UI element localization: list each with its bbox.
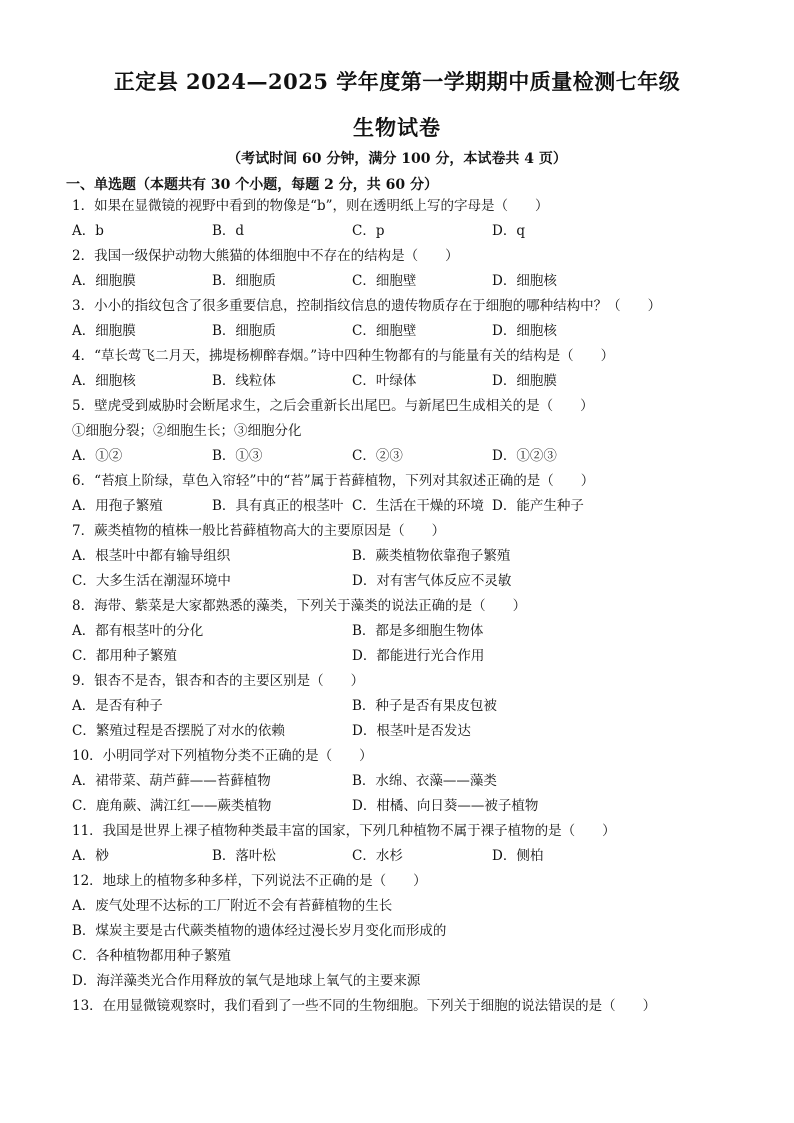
section-heading: 一、单选题（本题共有 30 个小题，每题 2 分，共 60 分） xyxy=(66,177,438,193)
option-c: C．水杉 xyxy=(352,848,403,864)
option-a: A．b xyxy=(72,223,104,239)
option-b: B．种子是否有果皮包被 xyxy=(352,698,497,714)
option-b: B．细胞质 xyxy=(212,273,276,289)
option-a: A．用孢子繁殖 xyxy=(72,498,163,514)
option-d: D．柑橘、向日葵——被子植物 xyxy=(352,798,539,814)
question-stem: 1．如果在显微镜的视野中看到的物像是“b”，则在透明纸上写的字母是（ ） xyxy=(72,198,549,214)
option-a: A．废气处理不达标的工厂附近不会有苔藓植物的生长 xyxy=(72,898,393,914)
subject-title: 生物试卷 xyxy=(353,115,441,140)
option-c: C．各种植物都用种子繁殖 xyxy=(72,948,231,964)
option-b: B．具有真正的根茎叶 xyxy=(212,498,344,514)
question-stem: 7．蕨类植物的植株一般比苔藓植物高大的主要原因是（ ） xyxy=(72,523,446,539)
option-c: C．叶绿体 xyxy=(352,373,417,389)
option-d: D．q xyxy=(492,223,525,239)
option-a: A．裙带菜、葫芦藓——苔藓植物 xyxy=(72,773,271,789)
option-d: D．侧柏 xyxy=(492,848,544,864)
option-d: D．①②③ xyxy=(492,448,557,464)
option-c: C．生活在干燥的环境 xyxy=(352,498,484,514)
option-c: C．p xyxy=(352,223,385,239)
option-d: D．细胞核 xyxy=(492,273,557,289)
option-c: C．细胞壁 xyxy=(352,323,417,339)
option-b: B．蕨类植物依靠孢子繁殖 xyxy=(352,548,511,564)
question-stem: 6．“苔痕上阶绿，草色入帘轻”中的“苔”属于苔藓植物，下列对其叙述正确的是（ ） xyxy=(72,473,595,489)
option-b: B．线粒体 xyxy=(212,373,276,389)
option-d: D．细胞核 xyxy=(492,323,557,339)
option-a: A．都有根茎叶的分化 xyxy=(72,623,204,639)
question-stem: 10．小明同学对下列植物分类不正确的是（ ） xyxy=(72,748,373,764)
question-stem: 8．海带、紫菜是大家都熟悉的藻类，下列关于藻类的说法正确的是（ ） xyxy=(72,598,527,614)
option-b: B．①③ xyxy=(212,448,263,464)
exam-note: （考试时间 60 分钟，满分 100 分，本试卷共 4 页） xyxy=(227,151,567,167)
option-a: A．根茎叶中都有输导组织 xyxy=(72,548,231,564)
question-stem: 2．我国一级保护动物大熊猫的体细胞中不存在的结构是（ ） xyxy=(72,248,459,264)
option-d: D．细胞膜 xyxy=(492,373,557,389)
option-d: D．根茎叶是否发达 xyxy=(352,723,471,739)
option-a: A．细胞核 xyxy=(72,373,136,389)
option-a: A．细胞膜 xyxy=(72,323,136,339)
option-c: C．细胞壁 xyxy=(352,273,417,289)
question-extra: ①细胞分裂；②细胞生长；③细胞分化 xyxy=(72,423,302,439)
option-b: B．落叶松 xyxy=(212,848,276,864)
exam-title: 正定县 2024—2025 学年度第一学期期中质量检测七年级 xyxy=(113,69,681,94)
option-b: B．d xyxy=(212,223,245,239)
option-b: B．都是多细胞生物体 xyxy=(352,623,484,639)
option-c: C．②③ xyxy=(352,448,403,464)
option-d: D．都能进行光合作用 xyxy=(352,648,485,664)
option-b: B．煤炭主要是古代蕨类植物的遗体经过漫长岁月变化而形成的 xyxy=(72,923,447,939)
question-stem: 9．银杏不是杏，银杏和杏的主要区别是（ ） xyxy=(72,673,365,689)
question-stem: 3．小小的指纹包含了很多重要信息，控制指纹信息的遗传物质存在于细胞的哪种结构中？（ ） xyxy=(72,298,662,314)
option-a: A．桫 xyxy=(72,848,109,864)
option-b: B．细胞质 xyxy=(212,323,276,339)
option-d: D．海洋藻类光合作用释放的氧气是地球上氧气的主要来源 xyxy=(72,973,421,989)
option-c: C．繁殖过程是否摆脱了对水的依赖 xyxy=(72,723,285,739)
option-d: D．对有害气体反应不灵敏 xyxy=(352,573,512,589)
option-a: A．是否有种子 xyxy=(72,698,163,714)
option-b: B．水绵、衣藻——藻类 xyxy=(352,773,497,789)
option-c: C．鹿角蕨、满江红——蕨类植物 xyxy=(72,798,272,814)
option-c: C．大多生活在潮湿环境中 xyxy=(72,573,231,589)
question-stem: 11．我国是世界上裸子植物种类最丰富的国家，下列几种植物不属于裸子植物的是（ ） xyxy=(72,823,616,839)
question-stem: 12．地球上的植物多种多样，下列说法不正确的是（ ） xyxy=(72,873,427,889)
question-stem: 13．在用显微镜观察时，我们看到了一些不同的生物细胞。下列关于细胞的说法错误的是（ ） xyxy=(72,998,657,1014)
option-d: D．能产生种子 xyxy=(492,498,584,514)
option-c: C．都用种子繁殖 xyxy=(72,648,177,664)
option-a: A．①② xyxy=(72,448,123,464)
question-stem: 4．“草长莺飞二月天，拂堤杨柳醉春烟。”诗中四种生物都有的与能量有关的结构是（ ） xyxy=(72,348,615,364)
option-a: A．细胞膜 xyxy=(72,273,136,289)
question-stem: 5．壁虎受到威胁时会断尾求生，之后会重新长出尾巴。与新尾巴生成相关的是（ ） xyxy=(72,398,594,414)
